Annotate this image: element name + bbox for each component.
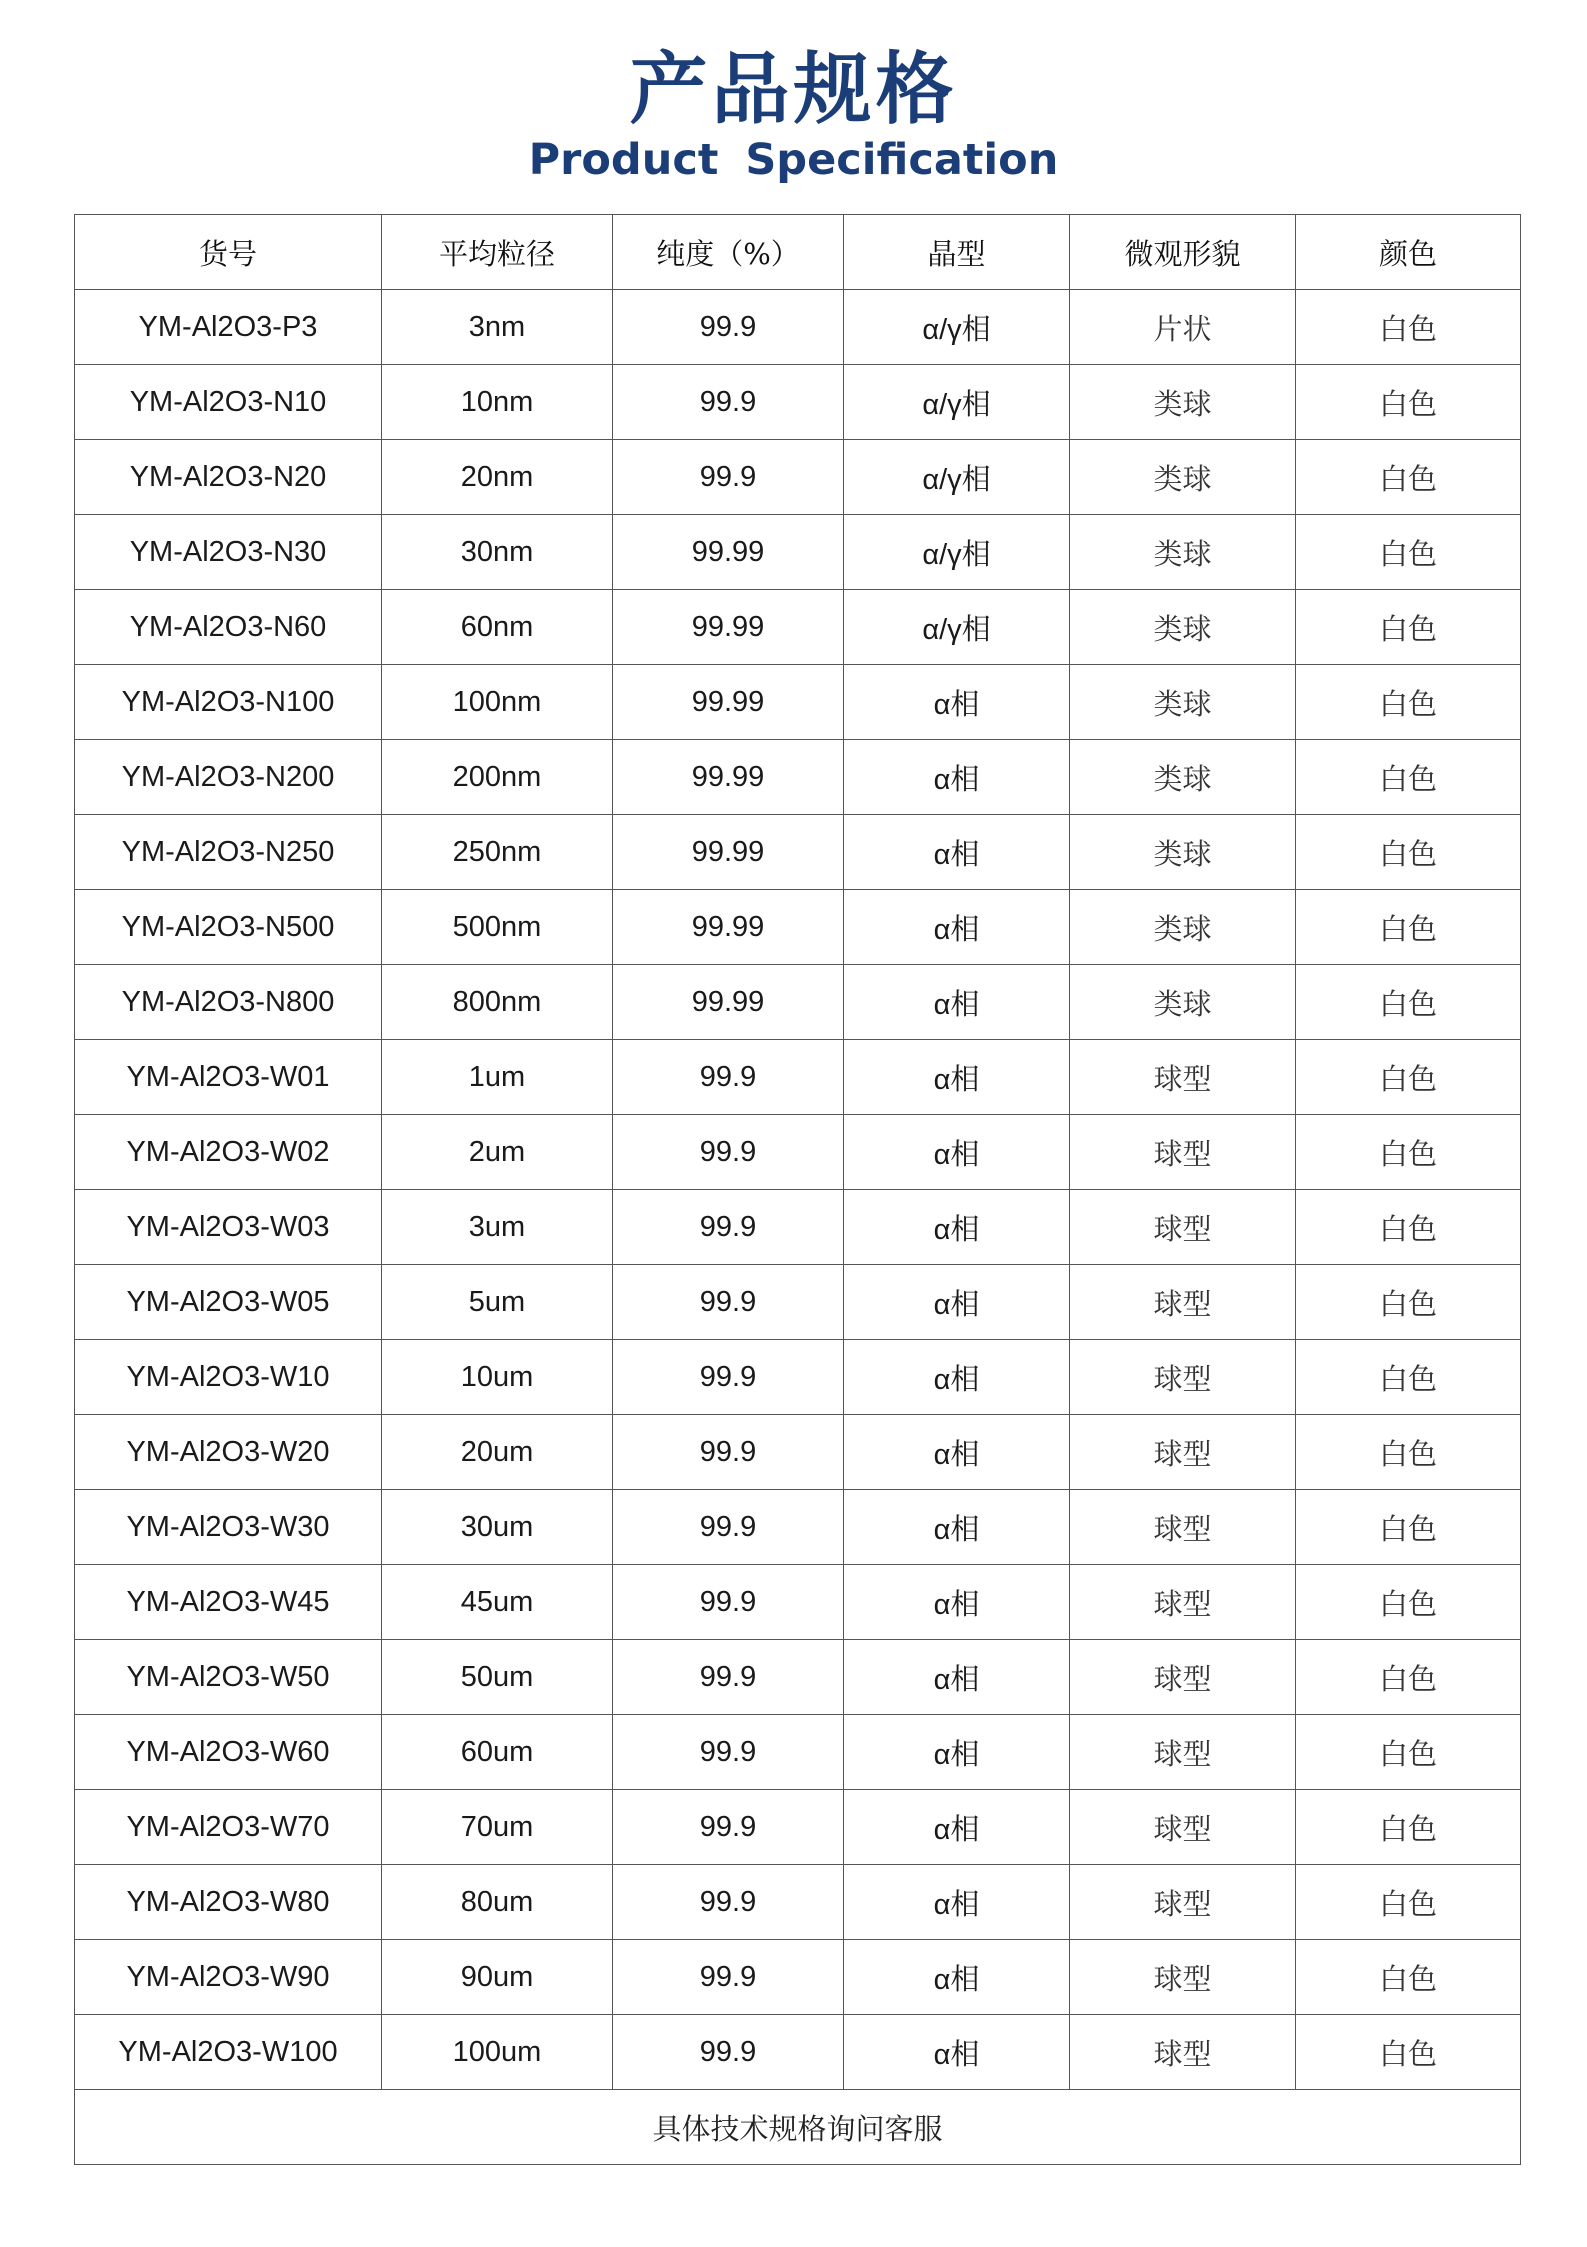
- cell-item-no: YM-Al2O3-W02: [75, 1115, 382, 1190]
- cell-item-no: YM-Al2O3-N10: [75, 365, 382, 440]
- cell-color: 白色: [1296, 515, 1521, 590]
- cell-item-no: YM-Al2O3-P3: [75, 290, 382, 365]
- cell-color: 白色: [1296, 665, 1521, 740]
- cell-crystal-form: α相: [844, 1565, 1070, 1640]
- cell-morphology: 球型: [1070, 1115, 1296, 1190]
- cell-purity: 99.9: [613, 1565, 844, 1640]
- cell-crystal-form: α相: [844, 665, 1070, 740]
- table-row: [75, 1865, 1521, 1940]
- cell-purity: 99.99: [613, 815, 844, 890]
- cell-morphology: 类球: [1070, 515, 1296, 590]
- cell-crystal-form: α相: [844, 1340, 1070, 1415]
- cell-avg-particle-size: 90um: [382, 1940, 613, 2015]
- cell-morphology: 球型: [1070, 1640, 1296, 1715]
- table-footer-row: [75, 2090, 1521, 2165]
- cell-avg-particle-size: 50um: [382, 1640, 613, 1715]
- cell-purity: 99.9: [613, 1790, 844, 1865]
- table-row: [75, 1190, 1521, 1265]
- table-body: [75, 290, 1521, 2090]
- cell-purity: 99.99: [613, 590, 844, 665]
- cell-color: 白色: [1296, 815, 1521, 890]
- cell-color: 白色: [1296, 965, 1521, 1040]
- cell-item-no: YM-Al2O3-W90: [75, 1940, 382, 2015]
- cell-item-no: YM-Al2O3-W10: [75, 1340, 382, 1415]
- table-row: [75, 365, 1521, 440]
- cell-avg-particle-size: 30um: [382, 1490, 613, 1565]
- cell-purity: 99.9: [613, 1490, 844, 1565]
- table-row: [75, 815, 1521, 890]
- table-row: [75, 1115, 1521, 1190]
- contact-note: 具体技术规格询问客服: [75, 2090, 1521, 2165]
- cell-purity: 99.9: [613, 1265, 844, 1340]
- table-row: [75, 1565, 1521, 1640]
- cell-color: 白色: [1296, 365, 1521, 440]
- table-row: [75, 740, 1521, 815]
- cell-item-no: YM-Al2O3-N200: [75, 740, 382, 815]
- cell-item-no: YM-Al2O3-W30: [75, 1490, 382, 1565]
- cell-purity: 99.99: [613, 665, 844, 740]
- cell-avg-particle-size: 10nm: [382, 365, 613, 440]
- cell-morphology: 球型: [1070, 1490, 1296, 1565]
- cell-avg-particle-size: 500nm: [382, 890, 613, 965]
- cell-crystal-form: α相: [844, 815, 1070, 890]
- cell-morphology: 类球: [1070, 440, 1296, 515]
- cell-morphology: 类球: [1070, 965, 1296, 1040]
- table-header: [75, 215, 1521, 290]
- cell-crystal-form: α相: [844, 1415, 1070, 1490]
- cell-crystal-form: α相: [844, 1940, 1070, 2015]
- cell-crystal-form: α/γ相: [844, 515, 1070, 590]
- column-header-color: 颜色: [1296, 215, 1521, 290]
- cell-color: 白色: [1296, 1565, 1521, 1640]
- table-row: [75, 2015, 1521, 2090]
- cell-crystal-form: α相: [844, 1115, 1070, 1190]
- cell-avg-particle-size: 45um: [382, 1565, 613, 1640]
- cell-morphology: 球型: [1070, 1265, 1296, 1340]
- cell-morphology: 球型: [1070, 1865, 1296, 1940]
- cell-crystal-form: α/γ相: [844, 590, 1070, 665]
- cell-morphology: 球型: [1070, 1715, 1296, 1790]
- cell-color: 白色: [1296, 440, 1521, 515]
- cell-morphology: 类球: [1070, 590, 1296, 665]
- cell-morphology: 球型: [1070, 1190, 1296, 1265]
- cell-purity: 99.9: [613, 1040, 844, 1115]
- cell-avg-particle-size: 20nm: [382, 440, 613, 515]
- cell-crystal-form: α/γ相: [844, 440, 1070, 515]
- cell-crystal-form: α相: [844, 965, 1070, 1040]
- cell-purity: 99.99: [613, 965, 844, 1040]
- cell-morphology: 球型: [1070, 1415, 1296, 1490]
- page-title-chinese: 产品规格: [629, 45, 958, 135]
- cell-item-no: YM-Al2O3-W45: [75, 1565, 382, 1640]
- cell-item-no: YM-Al2O3-W03: [75, 1190, 382, 1265]
- column-header-purity: 纯度（%）: [613, 215, 844, 290]
- table-header-row: [75, 215, 1521, 290]
- cell-avg-particle-size: 5um: [382, 1265, 613, 1340]
- cell-color: 白色: [1296, 590, 1521, 665]
- cell-item-no: YM-Al2O3-W50: [75, 1640, 382, 1715]
- cell-purity: 99.9: [613, 1640, 844, 1715]
- cell-color: 白色: [1296, 1940, 1521, 2015]
- cell-morphology: 球型: [1070, 1790, 1296, 1865]
- cell-item-no: YM-Al2O3-N500: [75, 890, 382, 965]
- cell-morphology: 球型: [1070, 1940, 1296, 2015]
- cell-color: 白色: [1296, 740, 1521, 815]
- cell-item-no: YM-Al2O3-N800: [75, 965, 382, 1040]
- cell-purity: 99.9: [613, 1415, 844, 1490]
- cell-avg-particle-size: 1um: [382, 1040, 613, 1115]
- cell-color: 白色: [1296, 890, 1521, 965]
- cell-item-no: YM-Al2O3-W60: [75, 1715, 382, 1790]
- cell-avg-particle-size: 30nm: [382, 515, 613, 590]
- cell-color: 白色: [1296, 290, 1521, 365]
- cell-morphology: 球型: [1070, 2015, 1296, 2090]
- cell-morphology: 类球: [1070, 815, 1296, 890]
- cell-item-no: YM-Al2O3-W100: [75, 2015, 382, 2090]
- column-header-crystal-form: 晶型: [844, 215, 1070, 290]
- cell-crystal-form: α相: [844, 1190, 1070, 1265]
- cell-morphology: 类球: [1070, 890, 1296, 965]
- cell-color: 白色: [1296, 1715, 1521, 1790]
- table-row: [75, 1265, 1521, 1340]
- cell-avg-particle-size: 60nm: [382, 590, 613, 665]
- cell-color: 白色: [1296, 1040, 1521, 1115]
- cell-crystal-form: α/γ相: [844, 365, 1070, 440]
- table-row: [75, 590, 1521, 665]
- cell-crystal-form: α相: [844, 1265, 1070, 1340]
- cell-crystal-form: α相: [844, 1640, 1070, 1715]
- cell-purity: 99.9: [613, 1940, 844, 2015]
- cell-purity: 99.9: [613, 1865, 844, 1940]
- cell-avg-particle-size: 70um: [382, 1790, 613, 1865]
- cell-crystal-form: α相: [844, 1490, 1070, 1565]
- cell-avg-particle-size: 200nm: [382, 740, 613, 815]
- cell-purity: 99.9: [613, 1115, 844, 1190]
- cell-crystal-form: α相: [844, 1040, 1070, 1115]
- cell-avg-particle-size: 10um: [382, 1340, 613, 1415]
- cell-item-no: YM-Al2O3-N250: [75, 815, 382, 890]
- cell-purity: 99.9: [613, 365, 844, 440]
- cell-avg-particle-size: 20um: [382, 1415, 613, 1490]
- cell-morphology: 片状: [1070, 290, 1296, 365]
- column-header-morphology: 微观形貌: [1070, 215, 1296, 290]
- table-row: [75, 440, 1521, 515]
- cell-avg-particle-size: 2um: [382, 1115, 613, 1190]
- cell-color: 白色: [1296, 1640, 1521, 1715]
- cell-crystal-form: α相: [844, 740, 1070, 815]
- cell-color: 白色: [1296, 2015, 1521, 2090]
- cell-morphology: 类球: [1070, 665, 1296, 740]
- table-row: [75, 1340, 1521, 1415]
- table-row: [75, 965, 1521, 1040]
- table-row: [75, 290, 1521, 365]
- cell-color: 白色: [1296, 1865, 1521, 1940]
- column-header-item-no: 货号: [75, 215, 382, 290]
- cell-crystal-form: α相: [844, 1715, 1070, 1790]
- cell-morphology: 类球: [1070, 365, 1296, 440]
- cell-color: 白色: [1296, 1790, 1521, 1865]
- cell-color: 白色: [1296, 1265, 1521, 1340]
- cell-item-no: YM-Al2O3-N20: [75, 440, 382, 515]
- cell-morphology: 球型: [1070, 1340, 1296, 1415]
- cell-purity: 99.9: [613, 1715, 844, 1790]
- cell-avg-particle-size: 100um: [382, 2015, 613, 2090]
- cell-color: 白色: [1296, 1190, 1521, 1265]
- cell-avg-particle-size: 250nm: [382, 815, 613, 890]
- cell-purity: 99.99: [613, 740, 844, 815]
- cell-color: 白色: [1296, 1115, 1521, 1190]
- cell-purity: 99.99: [613, 890, 844, 965]
- page-header: [0, 0, 1587, 215]
- cell-morphology: 类球: [1070, 740, 1296, 815]
- column-header-avg-particle-size: 平均粒径: [382, 215, 613, 290]
- cell-purity: 99.9: [613, 1340, 844, 1415]
- cell-item-no: YM-Al2O3-N30: [75, 515, 382, 590]
- cell-item-no: YM-Al2O3-W20: [75, 1415, 382, 1490]
- cell-item-no: YM-Al2O3-N100: [75, 665, 382, 740]
- cell-avg-particle-size: 80um: [382, 1865, 613, 1940]
- cell-purity: 99.9: [613, 440, 844, 515]
- cell-avg-particle-size: 3um: [382, 1190, 613, 1265]
- cell-purity: 99.9: [613, 1190, 844, 1265]
- cell-crystal-form: α相: [844, 1865, 1070, 1940]
- cell-purity: 99.9: [613, 2015, 844, 2090]
- table-footer: [75, 2090, 1521, 2165]
- cell-item-no: YM-Al2O3-W05: [75, 1265, 382, 1340]
- cell-purity: 99.99: [613, 515, 844, 590]
- table-row: [75, 1040, 1521, 1115]
- cell-color: 白色: [1296, 1415, 1521, 1490]
- cell-color: 白色: [1296, 1490, 1521, 1565]
- product-spec-table: [74, 214, 1521, 2165]
- cell-avg-particle-size: 60um: [382, 1715, 613, 1790]
- cell-crystal-form: α/γ相: [844, 290, 1070, 365]
- cell-item-no: YM-Al2O3-N60: [75, 590, 382, 665]
- cell-purity: 99.9: [613, 290, 844, 365]
- table-row: [75, 1640, 1521, 1715]
- cell-item-no: YM-Al2O3-W70: [75, 1790, 382, 1865]
- table-row: [75, 1415, 1521, 1490]
- cell-morphology: 球型: [1070, 1040, 1296, 1115]
- cell-item-no: YM-Al2O3-W80: [75, 1865, 382, 1940]
- table-row: [75, 665, 1521, 740]
- cell-avg-particle-size: 800nm: [382, 965, 613, 1040]
- cell-crystal-form: α相: [844, 1790, 1070, 1865]
- cell-avg-particle-size: 100nm: [382, 665, 613, 740]
- table-row: [75, 1490, 1521, 1565]
- table-row: [75, 515, 1521, 590]
- cell-avg-particle-size: 3nm: [382, 290, 613, 365]
- table-row: [75, 890, 1521, 965]
- table-row: [75, 1790, 1521, 1865]
- cell-crystal-form: α相: [844, 2015, 1070, 2090]
- cell-crystal-form: α相: [844, 890, 1070, 965]
- table-row: [75, 1940, 1521, 2015]
- cell-item-no: YM-Al2O3-W01: [75, 1040, 382, 1115]
- table-row: [75, 1715, 1521, 1790]
- cell-color: 白色: [1296, 1340, 1521, 1415]
- page-title-english: Product Specification: [528, 135, 1059, 185]
- cell-morphology: 球型: [1070, 1565, 1296, 1640]
